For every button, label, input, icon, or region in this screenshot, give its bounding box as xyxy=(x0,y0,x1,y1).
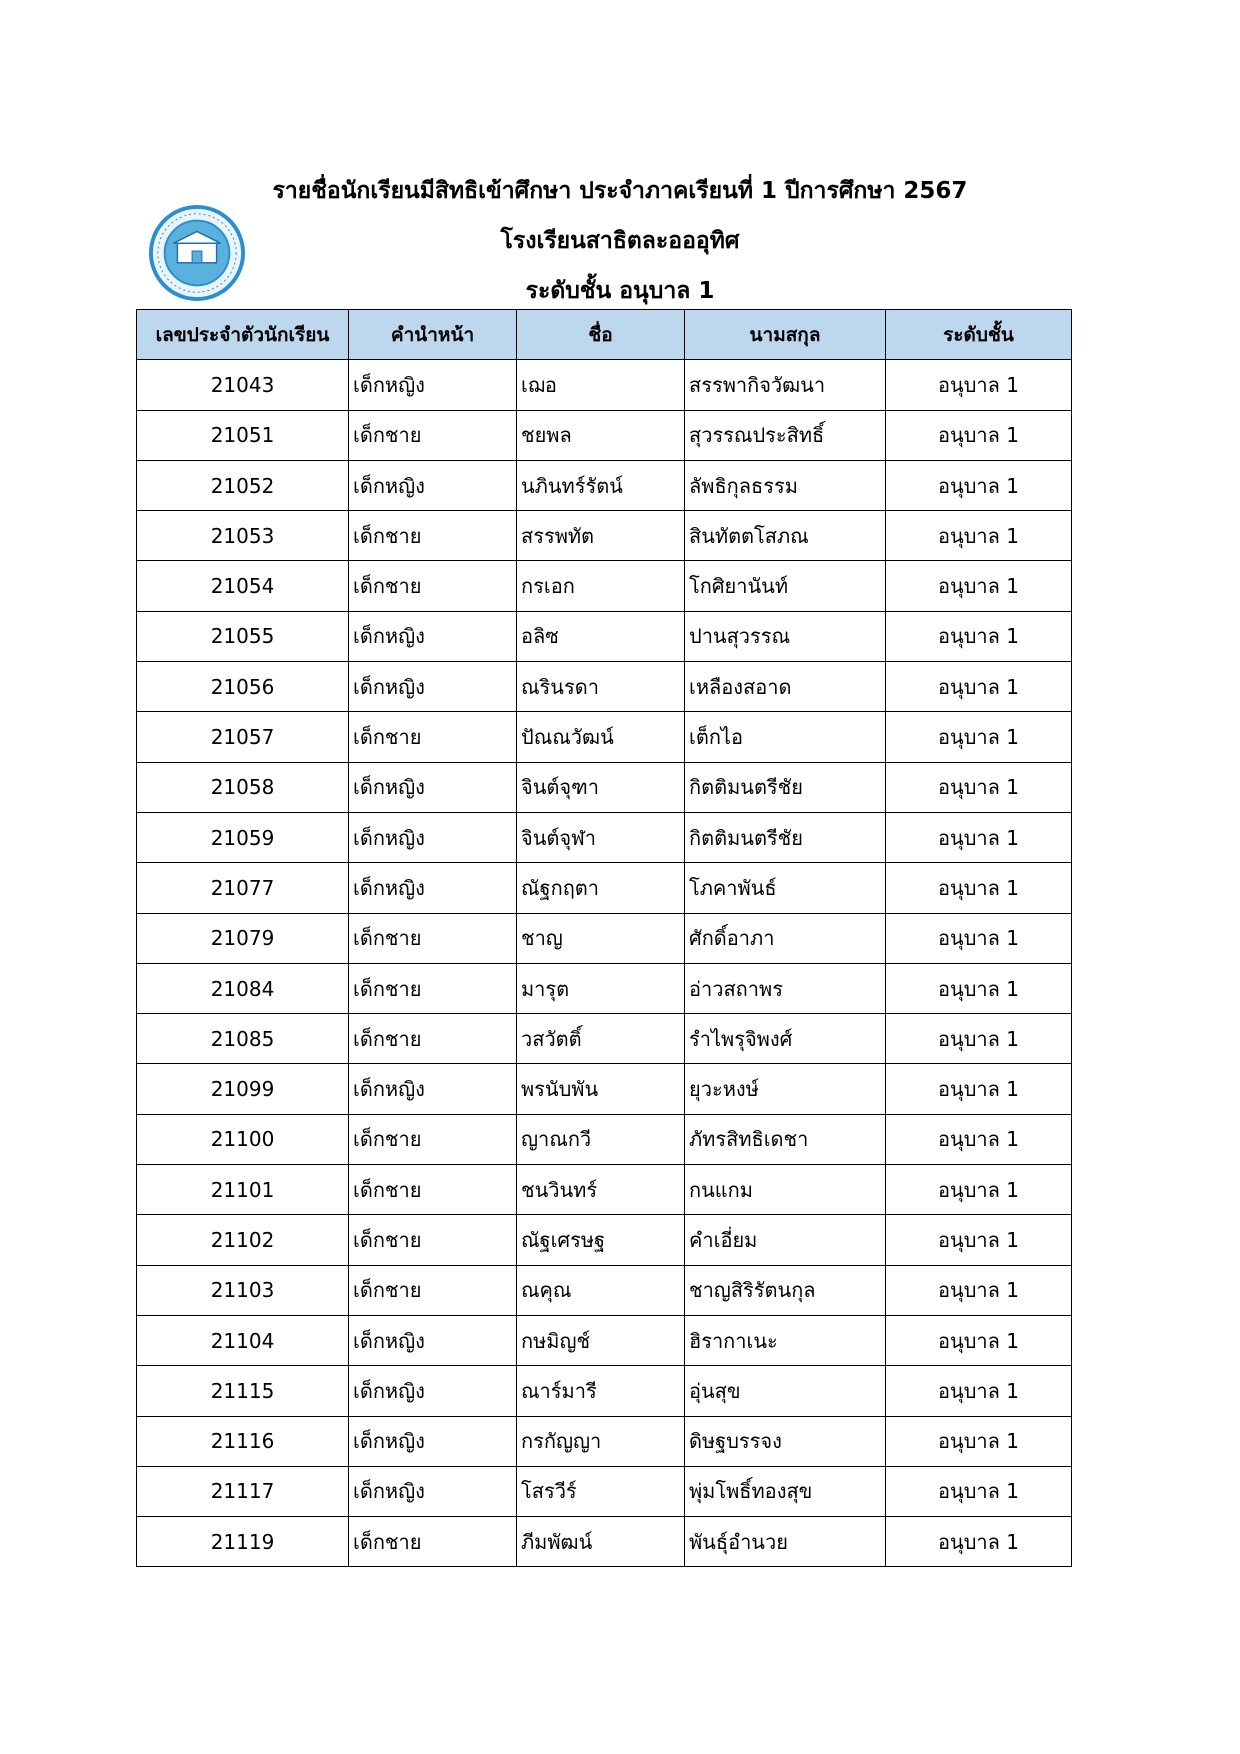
table-row xyxy=(137,1416,1072,1466)
first-name-cell: กรเอก xyxy=(517,561,685,611)
student-id-cell: 21103 xyxy=(137,1265,349,1315)
prefix-cell: เด็กหญิง xyxy=(349,863,517,913)
table-row xyxy=(137,863,1072,913)
table-row xyxy=(137,1014,1072,1064)
table-row xyxy=(137,1265,1072,1315)
table-row xyxy=(137,662,1072,712)
prefix-cell: เด็กหญิง xyxy=(349,762,517,812)
surname-cell: ปานสุวรรณ xyxy=(685,611,886,661)
first-name-cell: เฌอ xyxy=(517,360,685,410)
surname-cell: ฮิรากาเนะ xyxy=(685,1315,886,1365)
student-id-cell: 21099 xyxy=(137,1064,349,1114)
first-name-cell: ชยพล xyxy=(517,410,685,460)
first-name-cell: กษมิญช์ xyxy=(517,1315,685,1365)
prefix-cell: เด็กหญิง xyxy=(349,360,517,410)
first-name-cell: พรนับพัน xyxy=(517,1064,685,1114)
header-first-name: ชื่อ xyxy=(517,310,685,360)
school-name: โรงเรียนสาธิตละอออุทิศ xyxy=(500,228,740,254)
first-name-cell: โสรวีร์ xyxy=(517,1466,685,1516)
surname-cell: เหลืองสอาด xyxy=(685,662,886,712)
first-name-cell: ญาณกวี xyxy=(517,1114,685,1164)
first-name-cell: นภินทร์รัตน์ xyxy=(517,460,685,510)
first-name-cell: ณัฐเศรษฐ xyxy=(517,1215,685,1265)
student-id-cell: 21058 xyxy=(137,762,349,812)
prefix-cell: เด็กชาย xyxy=(349,913,517,963)
student-id-cell: 21119 xyxy=(137,1517,349,1567)
table-row xyxy=(137,410,1072,460)
level-cell: อนุบาล 1 xyxy=(886,913,1072,963)
prefix-cell: เด็กชาย xyxy=(349,1114,517,1164)
student-id-cell: 21084 xyxy=(137,963,349,1013)
prefix-cell: เด็กหญิง xyxy=(349,1466,517,1516)
table-row xyxy=(137,1215,1072,1265)
table-row xyxy=(137,963,1072,1013)
level-cell: อนุบาล 1 xyxy=(886,1064,1072,1114)
surname-cell: กิตติมนตรีชัย xyxy=(685,762,886,812)
table-row xyxy=(137,1114,1072,1164)
level-cell: อนุบาล 1 xyxy=(886,812,1072,862)
level-cell: อนุบาล 1 xyxy=(886,1014,1072,1064)
prefix-cell: เด็กชาย xyxy=(349,410,517,460)
student-id-cell: 21079 xyxy=(137,913,349,963)
header-student-id: เลขประจำตัวนักเรียน xyxy=(137,310,349,360)
level-cell: อนุบาล 1 xyxy=(886,1265,1072,1315)
student-id-cell: 21100 xyxy=(137,1114,349,1164)
header-surname: นามสกุล xyxy=(685,310,886,360)
prefix-cell: เด็กชาย xyxy=(349,963,517,1013)
surname-cell: กนแกม xyxy=(685,1165,886,1215)
student-id-cell: 21056 xyxy=(137,662,349,712)
student-id-cell: 21077 xyxy=(137,863,349,913)
prefix-cell: เด็กหญิง xyxy=(349,611,517,661)
surname-cell: ชาญสิริรัตนกุล xyxy=(685,1265,886,1315)
first-name-cell: ณัฐกฤตา xyxy=(517,863,685,913)
prefix-cell: เด็กชาย xyxy=(349,1165,517,1215)
table-row xyxy=(137,712,1072,762)
student-id-cell: 21117 xyxy=(137,1466,349,1516)
first-name-cell: ชาญ xyxy=(517,913,685,963)
first-name-cell: ณาร์มารี xyxy=(517,1366,685,1416)
surname-cell: สินทัตตโสภณ xyxy=(685,511,886,561)
student-id-cell: 21059 xyxy=(137,812,349,862)
level-cell: อนุบาล 1 xyxy=(886,662,1072,712)
surname-cell: โกศิยานันท์ xyxy=(685,561,886,611)
level-cell: อนุบาล 1 xyxy=(886,1114,1072,1164)
surname-cell: อุ่นสุข xyxy=(685,1366,886,1416)
student-id-cell: 21053 xyxy=(137,511,349,561)
surname-cell: เต็กไอ xyxy=(685,712,886,762)
header-prefix: คำนำหน้า xyxy=(349,310,517,360)
table-row xyxy=(137,360,1072,410)
level-cell: อนุบาล 1 xyxy=(886,460,1072,510)
prefix-cell: เด็กหญิง xyxy=(349,812,517,862)
surname-cell: พุ่มโพธิ์ทองสุข xyxy=(685,1466,886,1516)
surname-cell: คำเอี่ยม xyxy=(685,1215,886,1265)
table-row xyxy=(137,1165,1072,1215)
surname-cell: สรรพากิจวัฒนา xyxy=(685,360,886,410)
level-cell: อนุบาล 1 xyxy=(886,1517,1072,1567)
surname-cell: สุวรรณประสิทธิ์ xyxy=(685,410,886,460)
prefix-cell: เด็กชาย xyxy=(349,1517,517,1567)
header-level: ระดับชั้น xyxy=(886,310,1072,360)
student-id-cell: 21054 xyxy=(137,561,349,611)
surname-cell: ศักดิ์อาภา xyxy=(685,913,886,963)
surname-cell: โภคาพันธ์ xyxy=(685,863,886,913)
table-row xyxy=(137,1315,1072,1365)
table-body xyxy=(137,360,1072,1567)
prefix-cell: เด็กชาย xyxy=(349,712,517,762)
table-row xyxy=(137,460,1072,510)
student-id-cell: 21104 xyxy=(137,1315,349,1365)
surname-cell: รำไพรุจิพงศ์ xyxy=(685,1014,886,1064)
surname-cell: อ่าวสถาพร xyxy=(685,963,886,1013)
level-cell: อนุบาล 1 xyxy=(886,762,1072,812)
table-row xyxy=(137,913,1072,963)
surname-cell: ภัทรสิทธิเดชา xyxy=(685,1114,886,1164)
table-header-row xyxy=(137,310,1072,360)
first-name-cell: ณคุณ xyxy=(517,1265,685,1315)
level-cell: อนุบาล 1 xyxy=(886,1416,1072,1466)
prefix-cell: เด็กหญิง xyxy=(349,1064,517,1114)
surname-cell: ดิษฐบรรจง xyxy=(685,1416,886,1466)
prefix-cell: เด็กหญิง xyxy=(349,1366,517,1416)
level-cell: อนุบาล 1 xyxy=(886,511,1072,561)
table-row xyxy=(137,511,1072,561)
surname-cell: ยุวะหงษ์ xyxy=(685,1064,886,1114)
student-id-cell: 21052 xyxy=(137,460,349,510)
first-name-cell: ณรินรดา xyxy=(517,662,685,712)
first-name-cell: มารุต xyxy=(517,963,685,1013)
student-id-cell: 21051 xyxy=(137,410,349,460)
first-name-cell: ภีมพัฒน์ xyxy=(517,1517,685,1567)
student-id-cell: 21055 xyxy=(137,611,349,661)
first-name-cell: จินต์จุฑา xyxy=(517,762,685,812)
level-cell: อนุบาล 1 xyxy=(886,360,1072,410)
class-level-heading: ระดับชั้น อนุบาล 1 xyxy=(525,278,715,304)
school-seal-logo xyxy=(148,204,246,302)
table-row xyxy=(137,762,1072,812)
prefix-cell: เด็กชาย xyxy=(349,1215,517,1265)
level-cell: อนุบาล 1 xyxy=(886,410,1072,460)
prefix-cell: เด็กหญิง xyxy=(349,662,517,712)
level-cell: อนุบาล 1 xyxy=(886,561,1072,611)
first-name-cell: ชนวินทร์ xyxy=(517,1165,685,1215)
student-id-cell: 21116 xyxy=(137,1416,349,1466)
table-row xyxy=(137,611,1072,661)
document-title: รายชื่อนักเรียนมีสิทธิเข้าศึกษา ประจำภาคเรียนที่ 1 ปีการศึกษา 2567 xyxy=(272,178,968,204)
prefix-cell: เด็กหญิง xyxy=(349,1416,517,1466)
prefix-cell: เด็กหญิง xyxy=(349,460,517,510)
level-cell: อนุบาล 1 xyxy=(886,863,1072,913)
table-row xyxy=(137,1064,1072,1114)
student-id-cell: 21057 xyxy=(137,712,349,762)
surname-cell: กิตติมนตรีชัย xyxy=(685,812,886,862)
surname-cell: พันธุ์อำนวย xyxy=(685,1517,886,1567)
prefix-cell: เด็กชาย xyxy=(349,1265,517,1315)
level-cell: อนุบาล 1 xyxy=(886,1315,1072,1365)
level-cell: อนุบาล 1 xyxy=(886,1215,1072,1265)
level-cell: อนุบาล 1 xyxy=(886,611,1072,661)
student-id-cell: 21115 xyxy=(137,1366,349,1416)
table-row xyxy=(137,1366,1072,1416)
table-row xyxy=(137,1517,1072,1567)
prefix-cell: เด็กชาย xyxy=(349,511,517,561)
first-name-cell: สรรพทัต xyxy=(517,511,685,561)
surname-cell: ลัพธิกุลธรรม xyxy=(685,460,886,510)
prefix-cell: เด็กหญิง xyxy=(349,1315,517,1365)
table-row xyxy=(137,1466,1072,1516)
level-cell: อนุบาล 1 xyxy=(886,712,1072,762)
table-row xyxy=(137,561,1072,611)
first-name-cell: อลิซ xyxy=(517,611,685,661)
student-id-cell: 21102 xyxy=(137,1215,349,1265)
student-roster-table xyxy=(136,309,1072,1567)
student-id-cell: 21043 xyxy=(137,360,349,410)
level-cell: อนุบาล 1 xyxy=(886,1165,1072,1215)
level-cell: อนุบาล 1 xyxy=(886,963,1072,1013)
prefix-cell: เด็กชาย xyxy=(349,1014,517,1064)
first-name-cell: จินต์จุฬา xyxy=(517,812,685,862)
first-name-cell: กรกัญญา xyxy=(517,1416,685,1466)
first-name-cell: วสวัตติ์ xyxy=(517,1014,685,1064)
student-id-cell: 21101 xyxy=(137,1165,349,1215)
table-row xyxy=(137,812,1072,862)
student-id-cell: 21085 xyxy=(137,1014,349,1064)
prefix-cell: เด็กชาย xyxy=(349,561,517,611)
first-name-cell: ปัณณวัฒน์ xyxy=(517,712,685,762)
level-cell: อนุบาล 1 xyxy=(886,1466,1072,1516)
level-cell: อนุบาล 1 xyxy=(886,1366,1072,1416)
